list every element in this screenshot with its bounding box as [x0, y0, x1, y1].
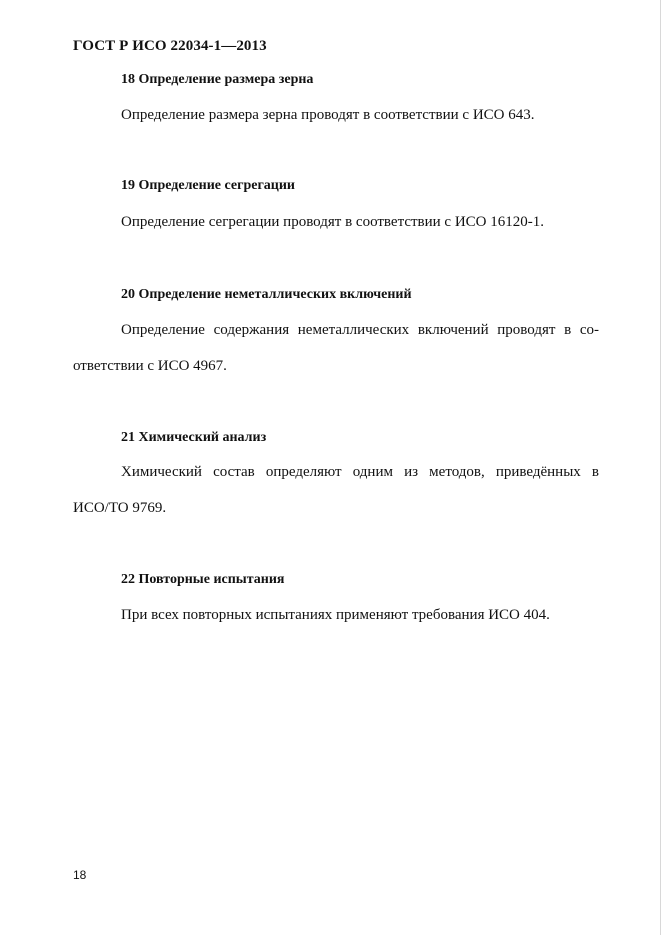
section-22-title: 22 Повторные испытания: [121, 572, 285, 587]
section-20-text-line2: ответствии с ИСО 4967.: [73, 358, 227, 374]
section-18-title: 18 Определение размера зерна: [121, 72, 314, 87]
section-19-title: 19 Определение сегрегации: [121, 178, 295, 193]
section-20-text-line1: Определение содержания неметаллических включений проводят в со-: [121, 322, 599, 338]
page-number: 18: [73, 868, 87, 882]
section-18-text: Определение размера зерна проводят в соответствии с ИСО 643.: [121, 107, 535, 123]
section-21-text-line2: ИСО/ТО 9769.: [73, 500, 167, 516]
section-22-text: При всех повторных испытаниях применяют требования ИСО 404.: [121, 607, 550, 623]
section-19-text: Определение сегрегации проводят в соответствии с ИСО 16120-1.: [121, 214, 544, 230]
section-21-title: 21 Химический анализ: [121, 430, 267, 445]
document-standard-id: ГОСТ Р ИСО 22034-1—2013: [73, 38, 267, 54]
section-21-text-line1: Химический состав определяют одним из методов, приведённых в: [121, 464, 599, 480]
section-20-title: 20 Определение неметаллических включений: [121, 287, 412, 302]
